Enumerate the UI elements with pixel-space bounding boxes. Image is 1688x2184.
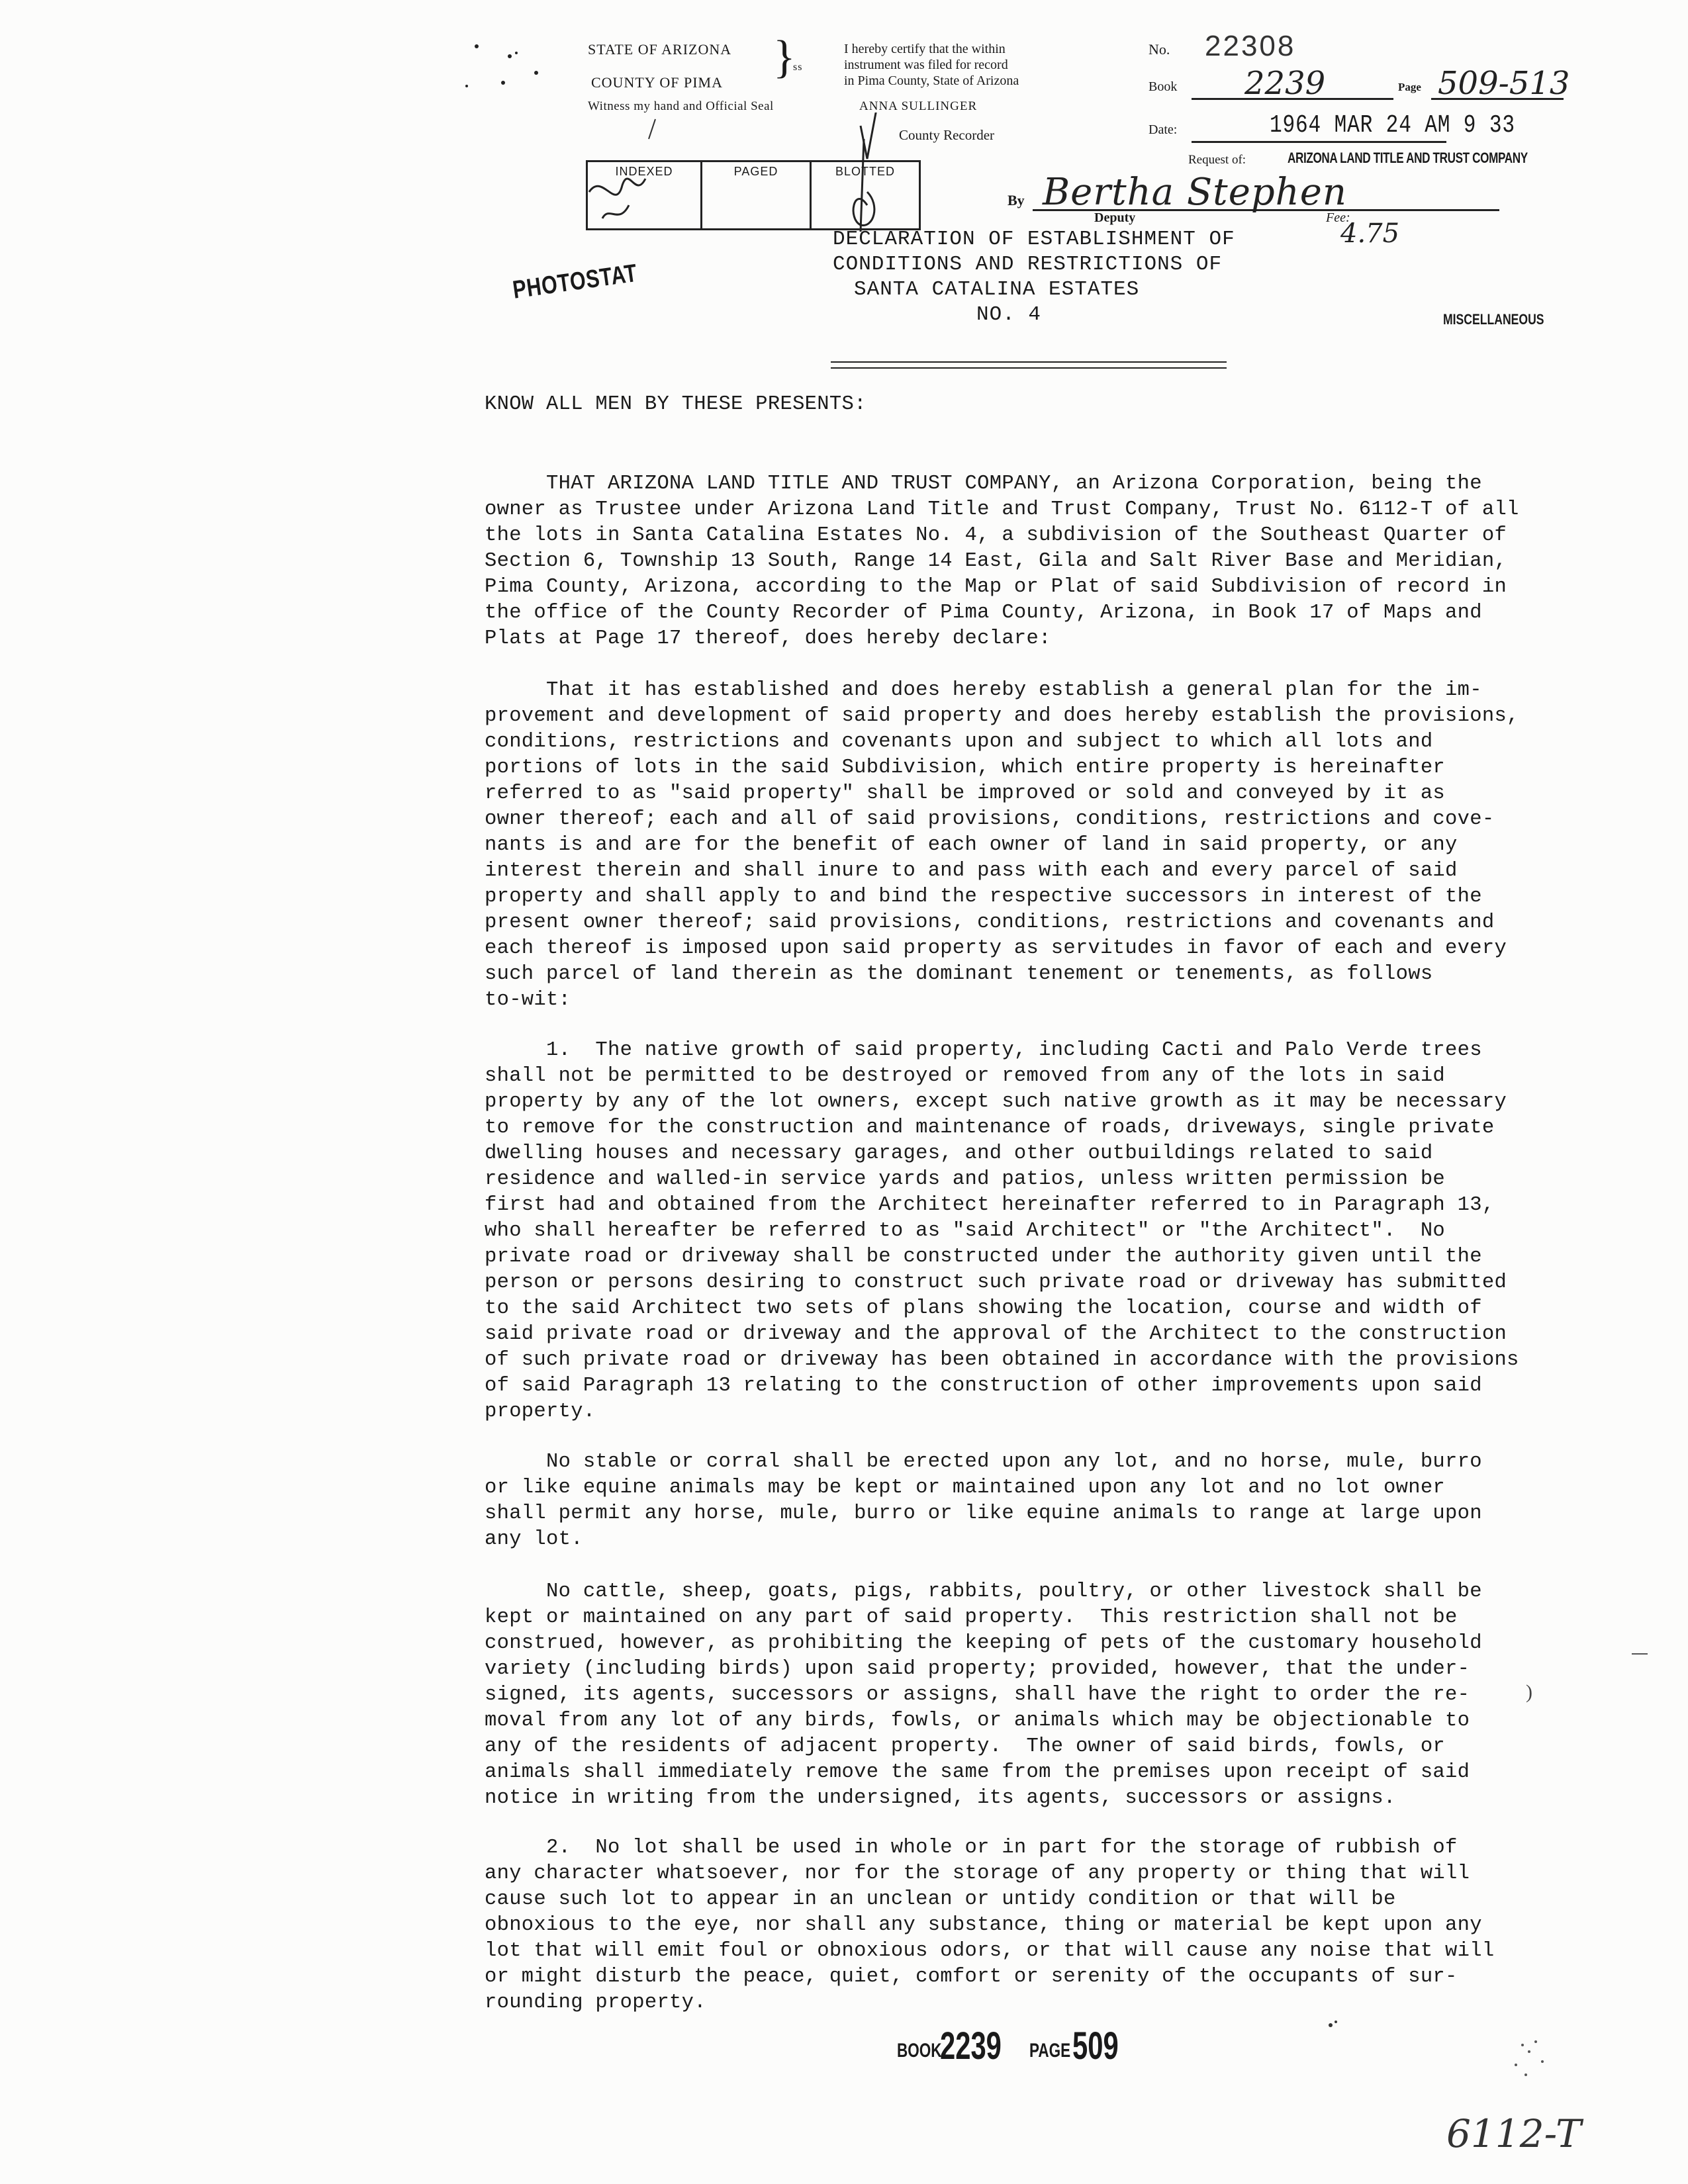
- paragraph-1-native-growth: 1. The native growth of said property, including Cacti and Palo Verde trees shall not be permitted to be destroyed or removed from any of the lots in said property by any of the lot owners, except such native growth as it may be necessary to remove for the construction and maintenance of roads, driveways, single private dwelling houses and necessary garages, and other outbuildings related to said residence and walled-in service yards and patios, unless written permission be first had and obtained from the Architect hereinafter referred to in Paragraph 13, who shall hereafter be referred to as "said Architect" or "the Architect". No private road or driveway shall be constructed under the authority given until the person or persons desiring to construct such private road or driveway has submitted to the said Architect two sets of plans showing the location, course and width of said private road or driveway and the approval of the Architect to the construction of such private road or driveway has been obtained in accordance with the provisions of said Paragraph 13 relating to the construction of other improvements upon said property.: [485, 1039, 1519, 1423]
- stamp-no-label: No.: [1149, 41, 1170, 58]
- stamp-recorder-title: County Recorder: [899, 127, 995, 143]
- stamp-request-label: Request of:: [1188, 153, 1246, 167]
- stamp-no-value: 22308: [1205, 30, 1296, 62]
- title-rule-1: [831, 361, 1227, 363]
- stamp-certify-1: I hereby certify that the within: [844, 42, 1006, 56]
- title-rule-2: [831, 367, 1227, 369]
- footer-page-value: 509: [1072, 2025, 1119, 2068]
- stamp-fee-value: 4.75: [1340, 218, 1400, 249]
- stamp-fee-label: Fee:: [1326, 210, 1350, 225]
- stamp-page-value: 509-513: [1438, 65, 1570, 102]
- stamp-by-label: By: [1008, 192, 1025, 208]
- declaration-title-line-3: SANTA CATALINA ESTATES: [854, 278, 1140, 301]
- stamp-deputy-label: Deputy: [1094, 210, 1136, 225]
- stamp-book-label: Book: [1149, 79, 1178, 94]
- recorder-checkmarks: [583, 113, 940, 245]
- paragraph-livestock: No cattle, sheep, goats, pigs, rabbits, poultry, or other livestock shall be kept or maintained on any part of said property. This restriction shall not be construed, however, as prohibiting the keeping of pets of the customary household variety (including birds) upon said property; provided, however, that the under- signed, its agents, successors or assigns, shall have the right to order the re- moval from any lot of any birds, fowls, or animals which may be objectionable to any of the residents of adjacent property. The owner of said birds, fowls, or animals shall immediately remove the same from the premises upon receipt of said notice in writing from the undersigned, its agents, successors or assigns.: [485, 1580, 1482, 1809]
- stamp-date-line: [1192, 141, 1446, 143]
- footer-specks: [1324, 2012, 1589, 2158]
- stamp-county: COUNTY OF PIMA: [591, 74, 723, 91]
- stamp-ss: ss: [793, 62, 803, 73]
- stamp-page-label: Page: [1398, 81, 1421, 93]
- stamp-witness: Witness my hand and Official Seal: [588, 99, 774, 113]
- stamp-date-value: 1964 MAR 24 AM 9 33: [1270, 111, 1515, 140]
- index-label-blotted: BLOTTED: [835, 165, 895, 178]
- footer-book-label: BOOK: [897, 2040, 942, 2062]
- declaration-title-line-1: DECLARATION OF ESTABLISHMENT OF: [833, 228, 1235, 251]
- stamp-recorder-name: ANNA SULLINGER: [859, 99, 978, 113]
- photostat-stamp: PHOTOSTAT: [511, 259, 639, 304]
- paragraph-stables: No stable or corral shall be erected upon any lot, and no horse, mule, burro or like equine animals may be kept or maintained upon any lot and no lot owner shall permit any horse, mule, burro or like equine animals to range at large upon any lot.: [485, 1451, 1482, 1551]
- footer-page-label: PAGE: [1029, 2040, 1071, 2062]
- stamp-state: STATE OF ARIZONA: [588, 41, 732, 58]
- index-label-paged: PAGED: [733, 165, 778, 178]
- opening-line: KNOW ALL MEN BY THESE PRESENTS:: [485, 393, 867, 416]
- footer-book-value: 2239: [940, 2025, 1002, 2068]
- stamp-brace: }: [773, 32, 796, 83]
- index-label-indexed: INDEXED: [615, 165, 673, 178]
- paragraph-2-rubbish: 2. No lot shall be used in whole or in part for the storage of rubbish of any character whatsoever, nor for the storage of any property or thing that will cause such lot to appear in an unclean or untidy condition or that will be obnoxious to the eye, nor shall any substance, thing or material be kept upon any lot that will emit foul or obnoxious odors, or that will cause any noise that will or might disturb the peace, quiet, comfort or serenity of the occupants of sur- rounding property.: [485, 1837, 1495, 2014]
- footer-trust-note: 6112-T: [1446, 2111, 1581, 2156]
- declaration-title-line-4: NO. 4: [976, 303, 1042, 326]
- margin-dash: [1632, 1653, 1648, 1655]
- stamp-by-signature: Bertha Stephen: [1043, 171, 1347, 214]
- scan-specks: [463, 26, 556, 93]
- misc-stamp: MISCELLANEOUS: [1443, 311, 1544, 328]
- stamp-certify-2: instrument was filed for record: [844, 58, 1008, 72]
- paragraph-general-plan: That it has established and does hereby establish a general plan for the im- provement and development of said property and does hereby establish the provisions, conditions, restrictions and covenants upon and subject to which all lots and portions of lots in the said Subdivision, which entire property is hereinafter referred to as "said property" shall be improved or sold and conveyed by it as owner thereof; each and all of said provisions, conditions, restrictions and cove- nants is and are for the benefit of each owner of land in said property, or any interest therein and shall inure to and pass with each and every parcel of said property and shall apply to and bind the respective successors in interest of the present owner thereof; said provisions, conditions, restrictions and covenants and each thereof is imposed upon said property as servitudes in favor of each and every such parcel of land therein as the dominant tenement or tenements, as follows to-wit:: [485, 679, 1519, 1011]
- stamp-request-value: ARIZONA LAND TITLE AND TRUST COMPANY: [1288, 150, 1528, 166]
- margin-bracket: ): [1526, 1681, 1532, 1703]
- stamp-book-value: 2239: [1244, 65, 1326, 102]
- stamp-certify-3: in Pima County, State of Arizona: [844, 73, 1019, 88]
- declaration-title-line-2: CONDITIONS AND RESTRICTIONS OF: [833, 253, 1223, 276]
- stamp-date-label: Date:: [1149, 122, 1178, 137]
- paragraph-preamble: THAT ARIZONA LAND TITLE AND TRUST COMPANY, an Arizona Corporation, being the owner as Trustee under Arizona Land Title and Trust Company, Trust No. 6112-T of all the lots in Santa Catalina Estates No. 4, a subdivision of the Southeast Quarter of Section 6, Township 13 South, Range 14 East, Gila and Salt River Base and Meridian, Pima County, Arizona, according to the Map or Plat of said Subdivision of record in the office of the County Recorder of Pima County, Arizona, in Book 17 of Maps and Plats at Page 17 thereof, does hereby declare:: [485, 473, 1519, 650]
